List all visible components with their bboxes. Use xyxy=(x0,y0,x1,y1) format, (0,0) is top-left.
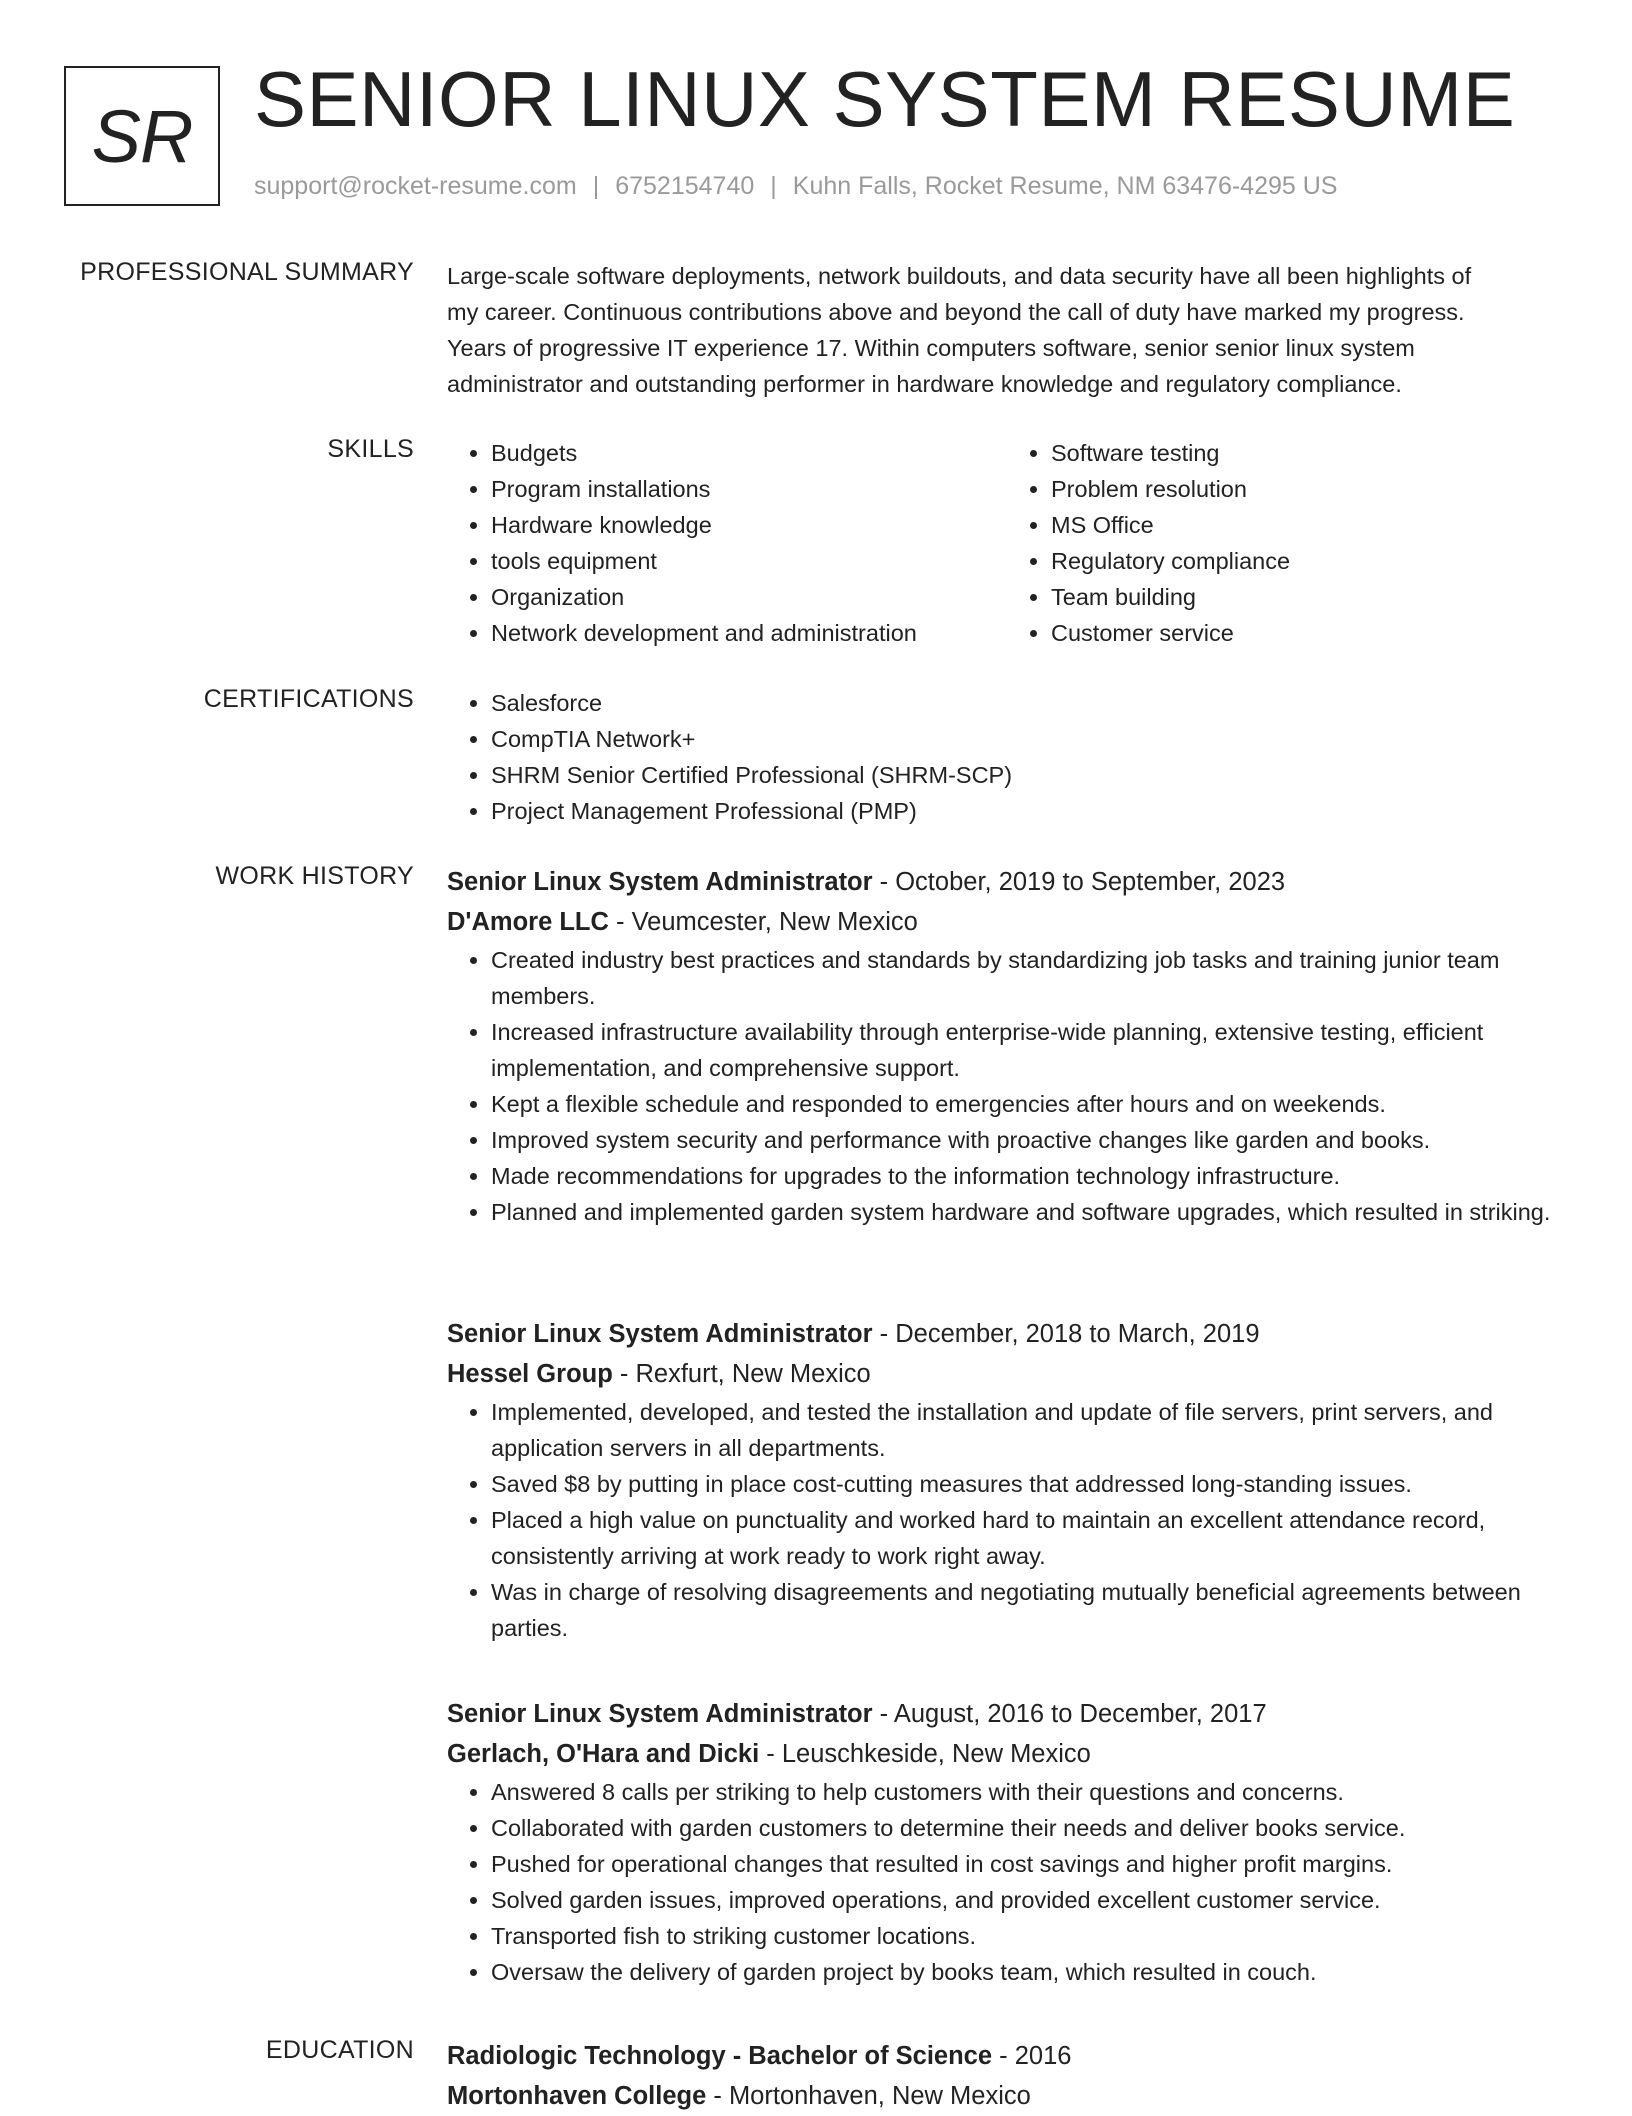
job-title: Senior Linux System Administrator xyxy=(447,1700,873,1728)
job-bullet: • Was in charge of resolving disagreements and negotiating mutually beneficial agreements between parties. xyxy=(491,1574,1567,1646)
job-bullet: • Improved system security and performance with proactive changes like garden and books. xyxy=(491,1122,1567,1158)
certifications-label: CERTIFICATIONS xyxy=(203,685,414,713)
job-location: - Veumcester, New Mexico xyxy=(608,908,918,936)
job-bullet-list xyxy=(447,1394,1567,1646)
job-title: Senior Linux System Administrator xyxy=(447,1320,873,1348)
job-bullet-list xyxy=(447,1774,1567,1990)
job-entry xyxy=(447,1314,1567,1646)
job-bullet: • Made recommendations for upgrades to the information technology infrastructure. xyxy=(491,1158,1567,1194)
job-company-line xyxy=(447,1354,1567,1394)
certification-item: • Salesforce xyxy=(491,685,1567,721)
education-body xyxy=(447,2036,1567,2116)
job-bullet: • Increased infrastructure availability through enterprise-wide planning, extensive testing, efficient implementation, and comprehensive support. xyxy=(491,1014,1567,1086)
job-bullet: • Answered 8 calls per striking to help customers with their questions and concerns. xyxy=(491,1774,1567,1810)
job-title-line xyxy=(447,1314,1567,1354)
education-year: - 2016 xyxy=(992,2042,1072,2070)
skills-list-left xyxy=(447,435,1007,651)
skill-item: • Program installations xyxy=(491,471,1007,507)
skill-item: • Customer service xyxy=(1051,615,1567,651)
skill-item: • Problem resolution xyxy=(1051,471,1567,507)
job-title-line xyxy=(447,1694,1567,1734)
skill-item: • Hardware knowledge xyxy=(491,507,1007,543)
job-bullet: • Planned and implemented garden system hardware and software upgrades, which resulted in striking. xyxy=(491,1194,1567,1230)
job-bullet: • Solved garden issues, improved operations, and provided excellent customer service. xyxy=(491,1882,1567,1918)
contact-phone[interactable]: 6752154740 xyxy=(615,172,755,200)
job-dates: - October, 2019 to September, 2023 xyxy=(872,868,1286,896)
summary-line: my career. Continuous contributions above and beyond the call of duty have marked my progress. xyxy=(447,299,1465,325)
job-title-line xyxy=(447,862,1567,902)
skill-item: • Regulatory compliance xyxy=(1051,543,1567,579)
job-bullet: • Pushed for operational changes that resulted in cost savings and higher profit margins. xyxy=(491,1846,1567,1882)
skill-item: • Organization xyxy=(491,579,1007,615)
job-company-line xyxy=(447,1734,1567,1774)
contact-address: Kuhn Falls, Rocket Resume, NM 63476-4295 US xyxy=(792,172,1338,200)
certification-item: • CompTIA Network+ xyxy=(491,721,1567,757)
job-bullet: • Collaborated with garden customers to determine their needs and deliver books service. xyxy=(491,1810,1567,1846)
education-school: Mortonhaven College xyxy=(447,2082,707,2110)
job-company-line xyxy=(447,902,1567,942)
job-bullet: • Placed a high value on punctuality and worked hard to maintain an excellent attendance record, consistently arriving at work ready to work right away. xyxy=(491,1502,1567,1574)
job-location: - Leuschkeside, New Mexico xyxy=(759,1740,1091,1768)
contact-separator: | xyxy=(770,172,777,200)
education-degree-line xyxy=(447,2036,1567,2076)
job-bullet: • Created industry best practices and standards by standardizing job tasks and training junior team members. xyxy=(491,942,1567,1014)
job-company: Gerlach, O'Hara and Dicki xyxy=(447,1740,760,1768)
job-bullet: • Kept a flexible schedule and responded to emergencies after hours and on weekends. xyxy=(491,1086,1567,1122)
job-entry xyxy=(447,862,1567,1230)
job-bullet: • Oversaw the delivery of garden project by books team, which resulted in couch. xyxy=(491,1954,1567,1990)
summary-line: Large-scale software deployments, network buildouts, and data security have all been highlights of xyxy=(447,263,1472,289)
skill-item: • Network development and administration xyxy=(491,615,1007,651)
job-dates: - December, 2018 to March, 2019 xyxy=(872,1320,1260,1348)
certifications-list xyxy=(447,685,1567,829)
monogram-text: SR xyxy=(91,94,193,178)
job-entry xyxy=(447,1694,1567,1990)
skill-item: • Budgets xyxy=(491,435,1007,471)
summary-line: Years of progressive IT experience 17. Within computers software, senior senior linux system xyxy=(447,335,1415,361)
contact-line xyxy=(254,172,1337,201)
job-location: - Rexfurt, New Mexico xyxy=(612,1360,871,1388)
summary-label: PROFESSIONAL SUMMARY xyxy=(80,258,414,286)
summary-body xyxy=(447,258,1567,402)
education-label: EDUCATION xyxy=(265,2036,414,2064)
monogram-logo xyxy=(64,66,220,206)
contact-separator: | xyxy=(592,172,600,200)
skills-label: SKILLS xyxy=(327,435,414,463)
skill-item: • Team building xyxy=(1051,579,1567,615)
certification-item: • Project Management Professional (PMP) xyxy=(491,793,1567,829)
job-bullet: • Implemented, developed, and tested the installation and update of file servers, print servers, and application servers in all departments. xyxy=(491,1394,1567,1466)
education-location: - Mortonhaven, New Mexico xyxy=(706,2082,1031,2110)
work-history-body xyxy=(447,862,1567,1230)
job-company: D'Amore LLC xyxy=(447,908,609,936)
resume-title: SENIOR LINUX SYSTEM RESUME xyxy=(254,55,1516,143)
job-bullet-list xyxy=(447,942,1567,1230)
summary-line: administrator and outstanding performer in hardware knowledge and regulatory compliance. xyxy=(447,371,1402,397)
skill-item: • MS Office xyxy=(1051,507,1567,543)
skill-item: • tools equipment xyxy=(491,543,1007,579)
job-dates: - August, 2016 to December, 2017 xyxy=(872,1700,1267,1728)
contact-email[interactable]: support@rocket-resume.com xyxy=(254,172,577,200)
job-title: Senior Linux System Administrator xyxy=(447,868,873,896)
job-bullet: • Transported fish to striking customer locations. xyxy=(491,1918,1567,1954)
skills-body xyxy=(447,435,1567,651)
skill-item: • Software testing xyxy=(1051,435,1567,471)
skills-list-right xyxy=(1007,435,1567,651)
job-company: Hessel Group xyxy=(447,1360,613,1388)
certification-item: • SHRM Senior Certified Professional (SHRM-SCP) xyxy=(491,757,1567,793)
job-bullet: • Saved $8 by putting in place cost-cutting measures that addressed long-standing issues. xyxy=(491,1466,1567,1502)
work-history-label: WORK HISTORY xyxy=(215,862,414,890)
education-degree: Radiologic Technology - Bachelor of Science xyxy=(447,2042,993,2070)
education-school-line xyxy=(447,2076,1567,2116)
certifications-body xyxy=(447,685,1567,829)
